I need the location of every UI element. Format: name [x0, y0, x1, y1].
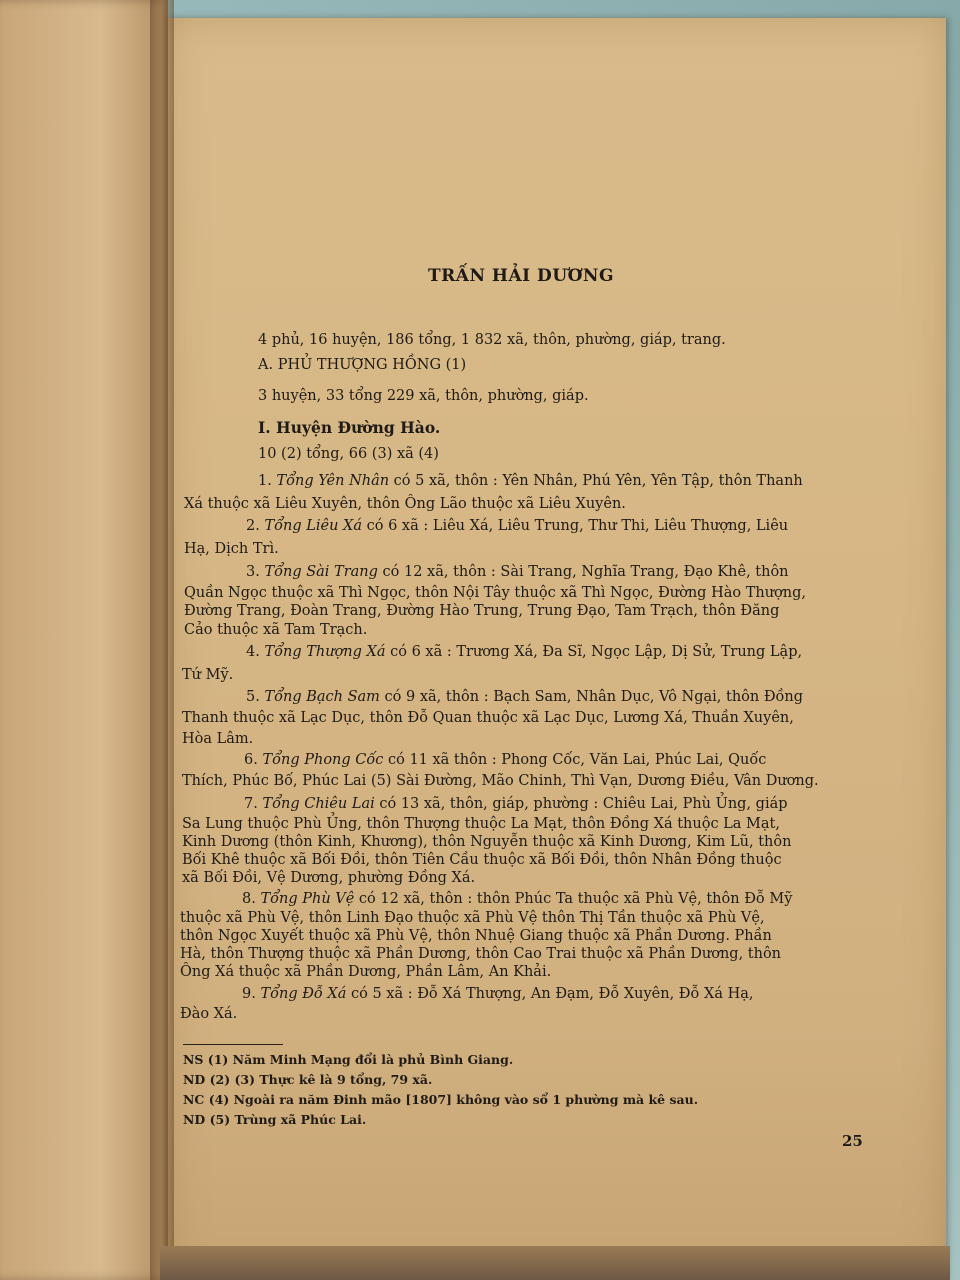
- canton-5-line: Hòa Lâm.: [182, 731, 254, 747]
- canton-6-name: Tổng Phong Cốc: [262, 752, 384, 768]
- canton-2-first-line: 2. Tổng Liêu Xá có 6 xã : Liêu Xá, Liêu Trung, Thư Thi, Liêu Thượng, Liêu: [246, 518, 789, 534]
- canton-7-line: Bối Khê thuộc xã Bối Đồi, thôn Tiên Cầu thuộc xã Bối Đồi, thôn Nhân Đồng thuộc: [182, 852, 782, 868]
- footnote-1: NS (1) Năm Minh Mạng đổi là phủ Bình Giang.: [183, 1052, 514, 1067]
- canton-6-line: Thích, Phúc Bố, Phúc Lai (5) Sài Đường, Mão Chinh, Thì Vạn, Dương Điều, Vân Dương.: [182, 773, 819, 789]
- canton-4-line: Tứ Mỹ.: [182, 667, 234, 683]
- page-stack-edge: [160, 1246, 950, 1280]
- district-summary: 10 (2) tổng, 66 (3) xã (4): [258, 446, 439, 462]
- canton-5-first-line: 5. Tổng Bạch Sam có 9 xã, thôn : Bạch Sam, Nhân Dục, Vô Ngại, thôn Đồng: [246, 689, 804, 705]
- left-page-edge: [0, 0, 168, 1280]
- footnote-divider: [183, 1044, 283, 1045]
- canton-3-line: Cảo thuộc xã Tam Trạch.: [184, 622, 368, 638]
- footnote-2: ND (2) (3) Thực kê là 9 tổng, 79 xã.: [183, 1072, 433, 1087]
- canton-8-name: Tổng Phù Vệ: [260, 891, 355, 907]
- canton-9-first-line: 9. Tổng Đỗ Xá có 5 xã : Đỗ Xá Thượng, An Đạm, Đỗ Xuyên, Đỗ Xá Hạ,: [242, 986, 754, 1002]
- canton-9-name: Tổng Đỗ Xá: [260, 986, 347, 1002]
- canton-2-line: Hạ, Dịch Trì.: [184, 541, 279, 557]
- section-a-heading: A. PHỦ THƯỢNG HỒNG (1): [258, 357, 467, 373]
- intro-line: 4 phủ, 16 huyện, 186 tổng, 1 832 xã, thôn, phường, giáp, trang.: [258, 332, 726, 348]
- canton-5-name: Tổng Bạch Sam: [264, 689, 380, 705]
- canton-3-line: Đường Trang, Đoàn Trang, Đường Hào Trung, Trung Đạo, Tam Trạch, thôn Đăng: [184, 603, 780, 619]
- canton-4-first-line: 4. Tổng Thượng Xá có 6 xã : Trương Xá, Đa Sĩ, Ngọc Lập, Dị Sử, Trung Lập,: [246, 644, 803, 660]
- canton-1-first-line: 1. Tổng Yên Nhân có 5 xã, thôn : Yên Nhân, Phú Yên, Yên Tập, thôn Thanh: [258, 473, 803, 489]
- canton-1-name: Tổng Yên Nhân: [276, 473, 390, 489]
- canton-4-name: Tổng Thượng Xá: [264, 644, 386, 660]
- canton-2-name: Tổng Liêu Xá: [264, 518, 362, 534]
- footnote-4: ND (5) Trùng xã Phúc Lai.: [183, 1112, 367, 1127]
- canton-6-first-line: 6. Tổng Phong Cốc có 11 xã thôn : Phong Cốc, Văn Lai, Phúc Lai, Quốc: [244, 752, 767, 768]
- canton-7-line: xã Bối Đồi, Vệ Dương, phường Đồng Xá.: [182, 870, 476, 886]
- book-gutter: [150, 0, 174, 1280]
- section-a-summary: 3 huyện, 33 tổng 229 xã, thôn, phường, giáp.: [258, 388, 589, 404]
- canton-9-line: Đào Xá.: [180, 1006, 238, 1022]
- canton-3-line: Quần Ngọc thuộc xã Thì Ngọc, thôn Nội Tây thuộc xã Thì Ngọc, Đường Hào Thượng,: [184, 585, 807, 601]
- footnote-3: NC (4) Ngoài ra năm Đinh mão [1807] không vào sổ 1 phường mà kê sau.: [183, 1092, 699, 1107]
- canton-1-line: Xá thuộc xã Liêu Xuyên, thôn Ông Lão thuộc xã Liêu Xuyên.: [184, 496, 626, 512]
- page-title: TRẤN HẢI DƯƠNG: [428, 266, 614, 286]
- canton-8-line: thôn Ngọc Xuyết thuộc xã Phù Vệ, thôn Nhuệ Giang thuộc xã Phần Dương. Phần: [180, 928, 772, 944]
- canton-7-line: Kinh Dương (thôn Kinh, Khương), thôn Nguyễn thuộc xã Kinh Dương, Kim Lũ, thôn: [182, 834, 792, 850]
- canton-7-name: Tổng Chiêu Lai: [262, 796, 375, 812]
- district-heading: I. Huyện Đường Hào.: [258, 418, 441, 437]
- canton-7-line: Sa Lung thuộc Phù Ủng, thôn Thượng thuộc La Mạt, thôn Đồng Xá thuộc La Mạt,: [182, 816, 780, 832]
- canton-3-first-line: 3. Tổng Sài Trang có 12 xã, thôn : Sài Trang, Nghĩa Trang, Đạo Khê, thôn: [246, 564, 789, 580]
- canton-8-line: Hà, thôn Thượng thuộc xã Phần Dương, thôn Cao Trai thuộc xã Phần Dương, thôn: [180, 946, 782, 962]
- canton-7-first-line: 7. Tổng Chiêu Lai có 13 xã, thôn, giáp, phường : Chiêu Lai, Phù Ủng, giáp: [244, 796, 788, 812]
- canton-3-name: Tổng Sài Trang: [264, 564, 378, 580]
- canton-8-first-line: 8. Tổng Phù Vệ có 12 xã, thôn : thôn Phúc Ta thuộc xã Phù Vệ, thôn Đỗ Mỹ: [242, 891, 793, 907]
- canton-8-line: thuộc xã Phù Vệ, thôn Linh Đạo thuộc xã Phù Vệ thôn Thị Tần thuộc xã Phù Vệ,: [180, 910, 765, 926]
- canton-8-line: Ông Xá thuộc xã Phần Dương, Phần Lâm, An Khải.: [180, 964, 552, 980]
- page-number: 25: [842, 1132, 863, 1150]
- canton-5-line: Thanh thuộc xã Lạc Dục, thôn Đỗ Quan thuộc xã Lạc Dục, Lương Xá, Thuần Xuyên,: [182, 710, 794, 726]
